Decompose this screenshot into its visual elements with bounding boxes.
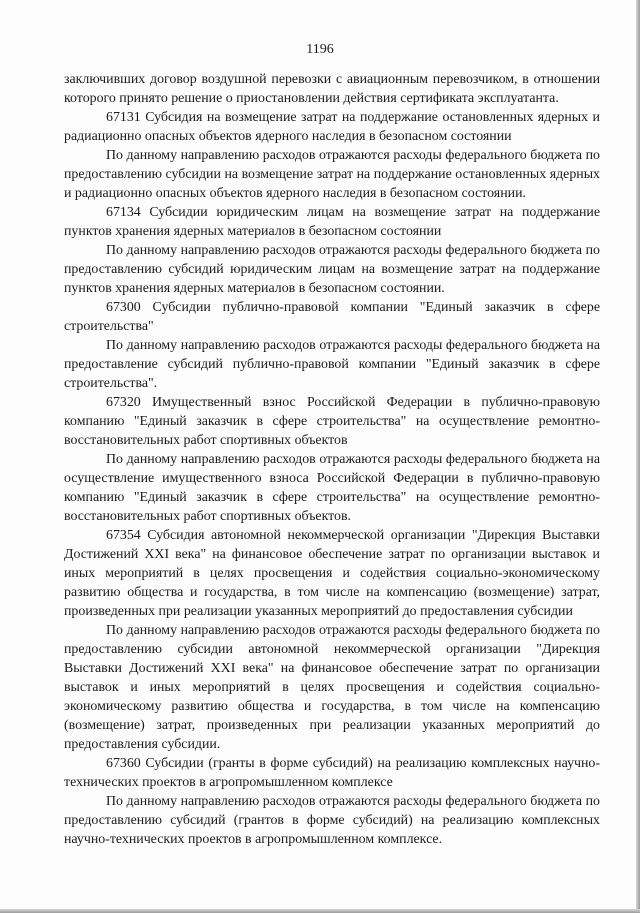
document-body bbox=[64, 70, 600, 849]
section-body-67134: По данному направлению расходов отражаются расходы федерального бюджета по предоставлению субсидий юридическим лицам на возмещение затрат на поддержание пунктов хранения ядерных материалов в безопасном состоянии. bbox=[64, 243, 600, 296]
section-heading-67300: 67300 Субсидии публично-правовой компании "Единый заказчик в сфере строительства" bbox=[64, 300, 600, 334]
section-heading-67360: 67360 Субсидии (гранты в форме субсидий) на реализацию комплексных научно-технических проектов в агропромышленном комплексе bbox=[64, 756, 600, 790]
section-heading-67354: 67354 Субсидия автономной некоммерческой организации "Дирекция Выставки Достижений XXI века" на финансовое обеспечение затрат по организации выставок и иных мероприятий в целях просвещения и содействия социально-экономическому развитию общества и государства, в том числе на компенсацию (возмещение) затрат, произведенных при реализации указанных мероприятий до предоставления субсидии bbox=[64, 528, 600, 619]
section-body-67354: По данному направлению расходов отражаются расходы федерального бюджета по предоставлению субсидии автономной некоммерческой организации "Дирекция Выставки Достижений XXI века" на финансовое обеспечение затрат по организации выставок и иных мероприятий в целях просвещения и содействия социально-экономическому развитию общества и государства, в том числе на компенсацию (возмещение) затрат, произведенных при реализации указанных мероприятий до предоставления субсидии. bbox=[64, 623, 600, 752]
page-number: 1196 bbox=[306, 42, 334, 57]
continuation-paragraph: заключивших договор воздушной перевозки с авиационным перевозчиком, в отношении которого принято решение о приостановлении действия сертификата эксплуатанта. bbox=[64, 72, 600, 106]
section-body-67360: По данному направлению расходов отражаются расходы федерального бюджета по предоставлению субсидий (грантов в форме субсидий) на реализацию комплексных научно-технических проектов в агропромышленном комплексе. bbox=[64, 794, 600, 847]
scan-edge-bottom bbox=[0, 909, 640, 913]
section-heading-67131: 67131 Субсидия на возмещение затрат на поддержание остановленных ядерных и радиационно опасных объектов ядерного наследия в безопасном состоянии bbox=[64, 110, 600, 144]
section-heading-67320: 67320 Имущественный взнос Российской Федерации в публично-правовую компанию "Единый заказчик в сфере строительства" на осуществление ремонтно-восстановительных работ спортивных объектов bbox=[64, 395, 600, 448]
scan-edge-right bbox=[636, 0, 640, 913]
section-heading-67134: 67134 Субсидии юридическим лицам на возмещение затрат на поддержание пунктов хранения ядерных материалов в безопасном состоянии bbox=[64, 205, 600, 239]
section-body-67300: По данному направлению расходов отражаются расходы федерального бюджета на предоставление субсидий публично-правовой компании "Единый заказчик в сфере строительства". bbox=[64, 338, 600, 391]
section-body-67131: По данному направлению расходов отражаются расходы федерального бюджета по предоставлению субсидии на возмещение затрат на поддержание остановленных ядерных и радиационно опасных объектов ядерного наследия в безопасном состоянии. bbox=[64, 148, 600, 201]
section-body-67320: По данному направлению расходов отражаются расходы федерального бюджета на осуществление имущественного взноса Российской Федерации в публично-правовую компанию "Единый заказчик в сфере строительства" на осуществление ремонтно-восстановительных работ спортивных объектов. bbox=[64, 452, 600, 524]
